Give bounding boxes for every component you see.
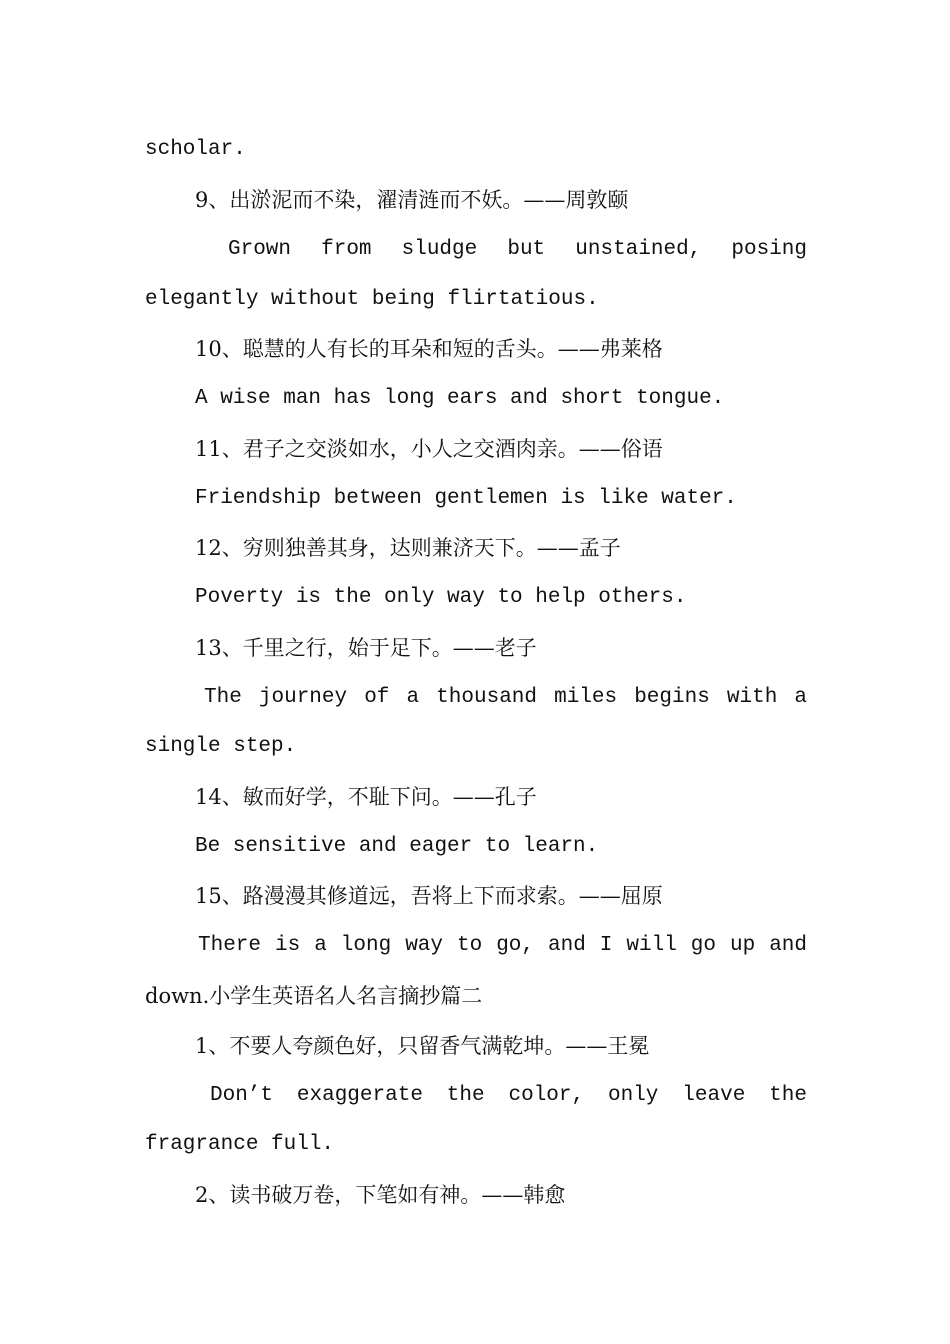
text-line-scholar: scholar.	[145, 138, 246, 161]
quote-1-english-line2: fragrance full.	[145, 1133, 335, 1156]
quote-1-english-line1: Don’t exaggerate the color, only leave the	[210, 1084, 807, 1107]
quote-12-chinese: 12、穷则独善其身，达则兼济天下。——孟子	[195, 536, 621, 560]
quote-11-chinese: 11、君子之交淡如水，小人之交酒肉亲。——俗语	[195, 437, 663, 461]
quote-12-english: Poverty is the only way to help others.	[195, 586, 687, 609]
quote-15-chinese: 15、路漫漫其修道远，吾将上下而求索。——屈原	[195, 884, 663, 908]
quote-9-chinese: 9、出淤泥而不染，濯清涟而不妖。——周敦颐	[195, 188, 629, 212]
quote-13-chinese: 13、千里之行，始于足下。——老子	[195, 636, 537, 660]
quote-10-english: A wise man has long ears and short tongue.	[195, 387, 725, 410]
quote-15-english-line1: There is a long way to go, and I will go up and	[198, 934, 807, 957]
quote-14-chinese: 14、敏而好学，不耻下问。——孔子	[195, 785, 537, 809]
quote-1-chinese: 1、不要人夸颜色好，只留香气满乾坤。——王冕	[195, 1034, 650, 1058]
quote-13-english-line1: The journey of a thousand miles begins with a	[204, 686, 807, 709]
quote-10-chinese: 10、聪慧的人有长的耳朵和短的舌头。——弗莱格	[195, 337, 663, 361]
quote-13-english-line2: single step.	[145, 735, 297, 758]
quote-2-chinese: 2、读书破万卷，下笔如有神。——韩愈	[195, 1183, 566, 1207]
quote-9-english-line2: elegantly without being flirtatious.	[145, 288, 599, 311]
quote-9-english-line1: Grown from sludge but unstained, posing	[228, 238, 807, 261]
quote-11-english: Friendship between gentlemen is like water.	[195, 487, 737, 510]
quote-14-english: Be sensitive and eager to learn.	[195, 835, 599, 858]
quote-15-english-line2-and-section-heading: down.小学生英语名人名言摘抄篇二	[145, 984, 483, 1008]
